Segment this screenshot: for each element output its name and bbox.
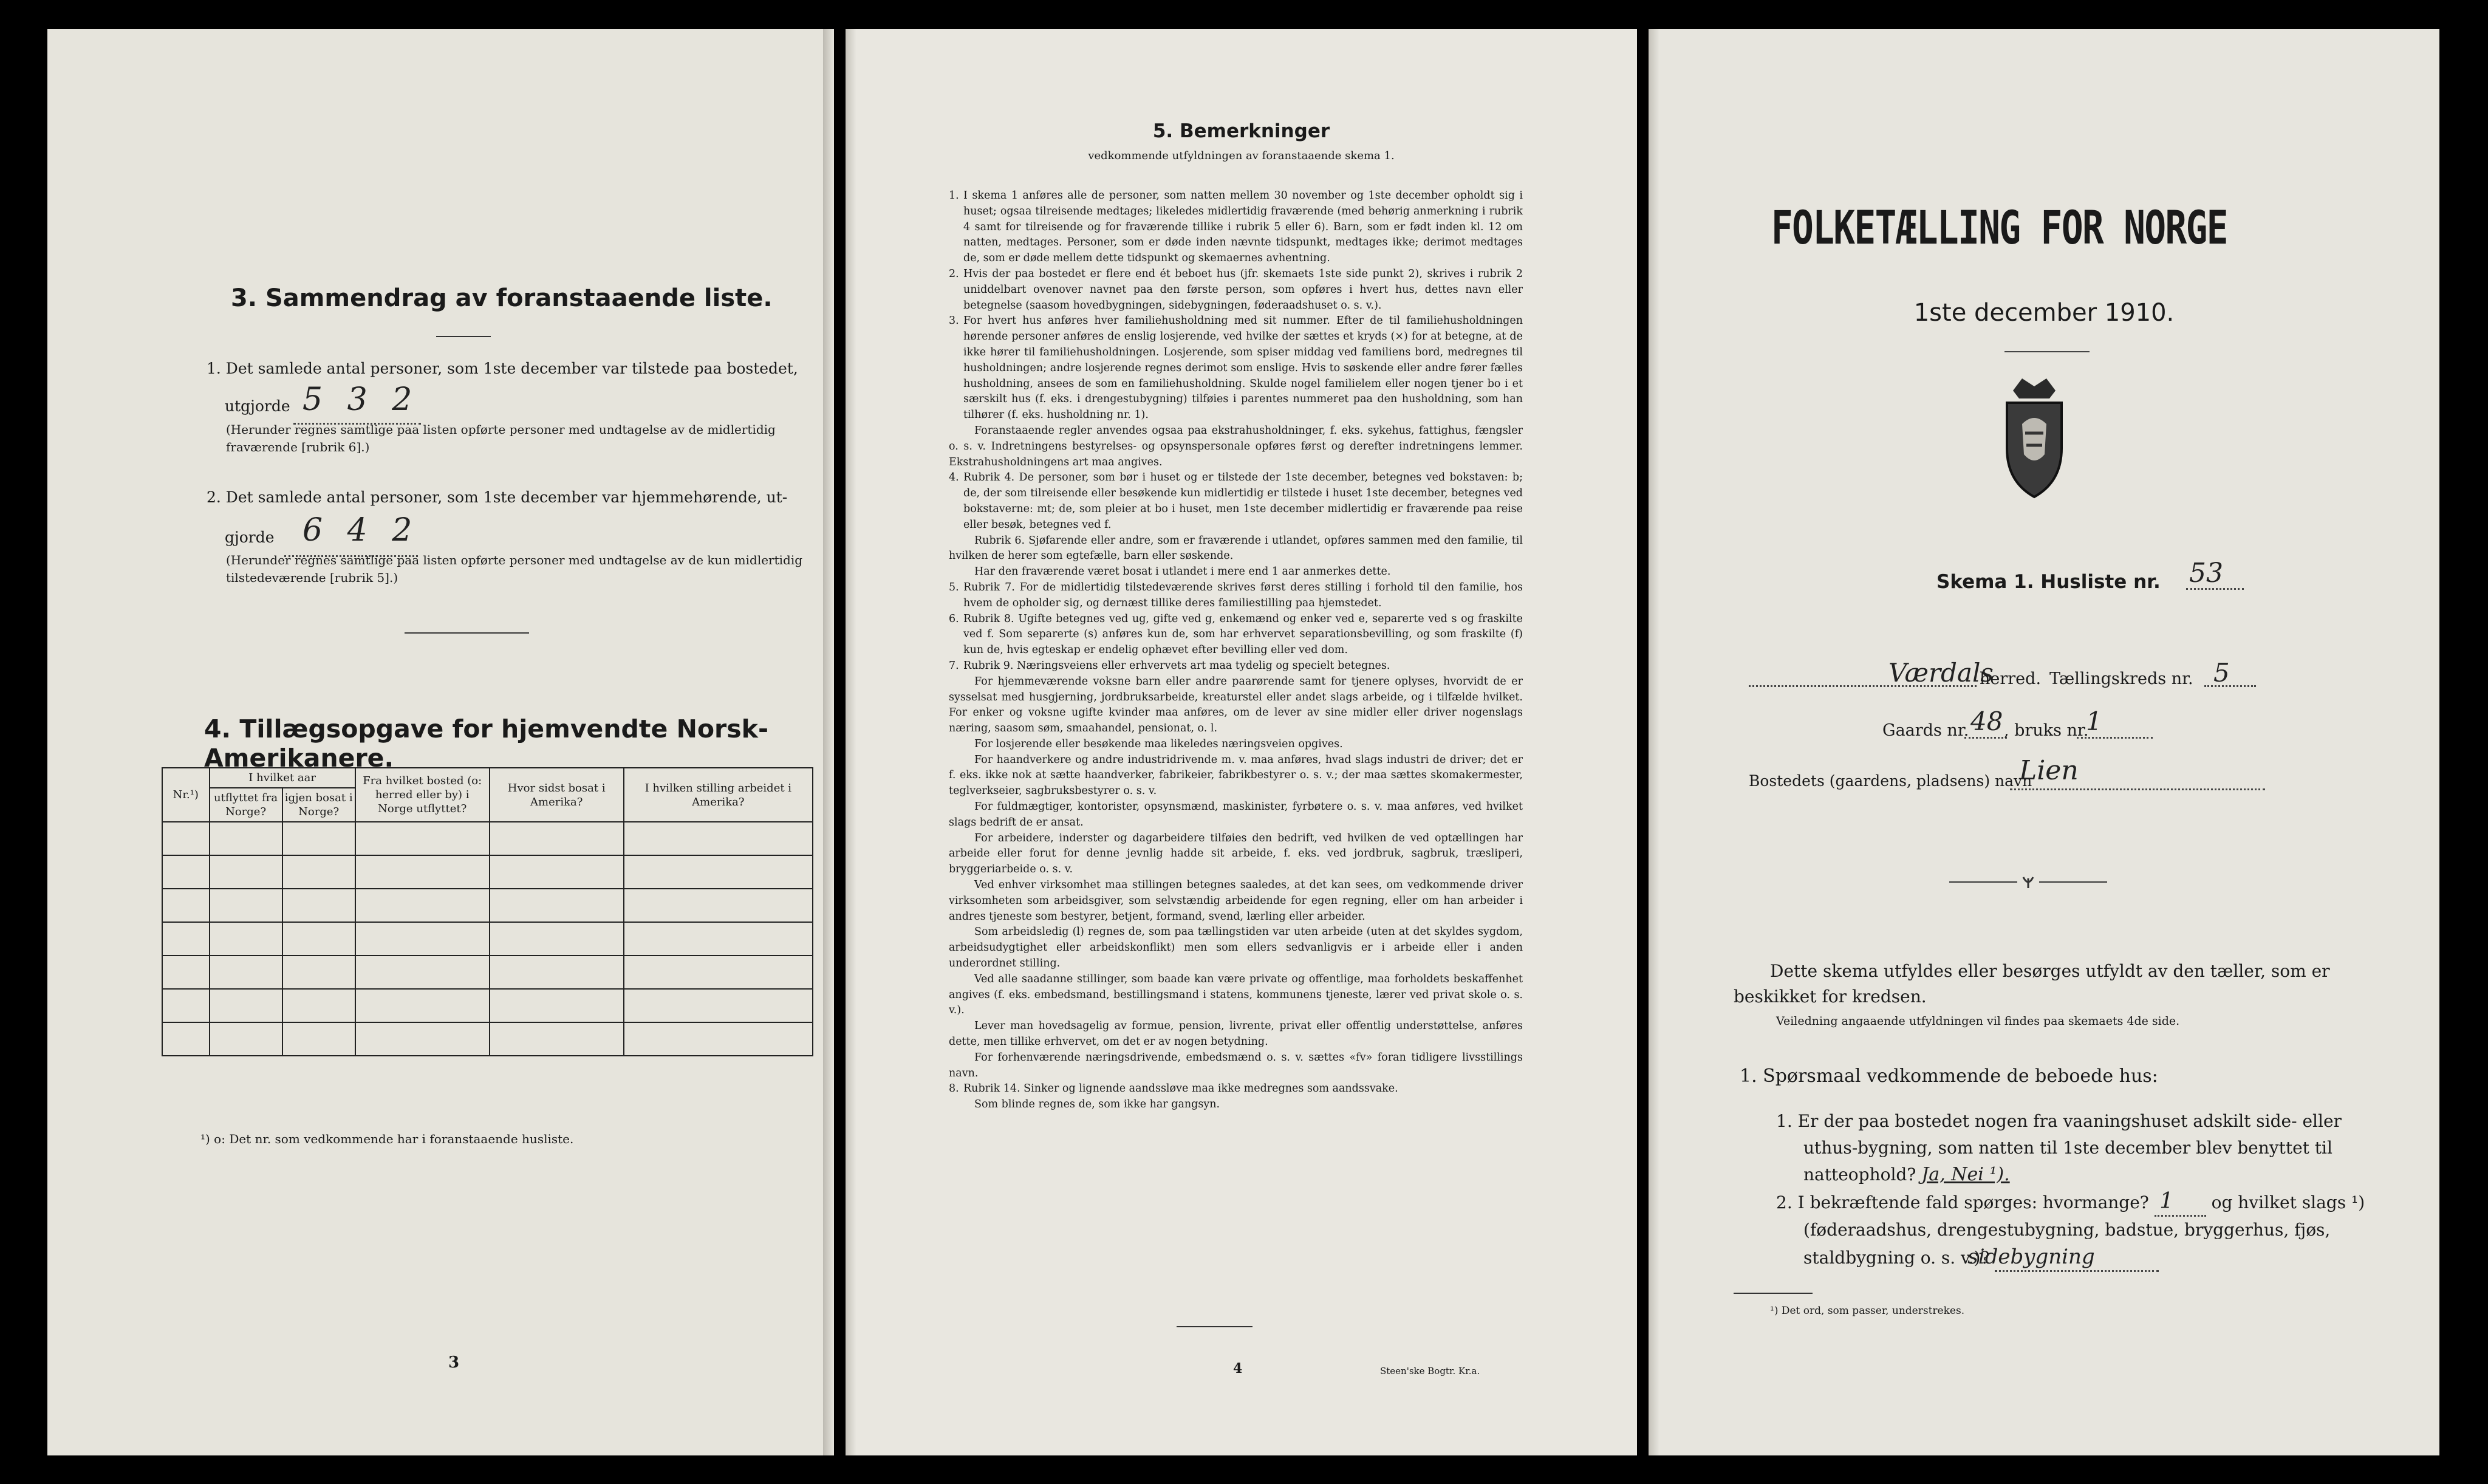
remark-item <box>949 674 1523 737</box>
remark-text: Rubrik 14. Sinker og lignende aandssløve maa ikke medregnes som aandssvake. <box>963 1082 1398 1095</box>
col-header-from-where: Fra hvilket bosted (o: herred eller by) i Norge utflyttet? <box>355 768 490 822</box>
questions-header: 1. Spørsmaal vedkommende de beboede hus: <box>1740 1065 2158 1087</box>
table-row <box>162 989 813 1022</box>
remark-text: I skema 1 anføres alle de personer, som natten mellem 30 november og 1ste december opholdt sig i huset; ogsaa tilreisende medtages; likeledes midlertidig fraværende (med behørig anmerkning i rubrik 4 samt for tilreisende og for fraværende tillike i rubrik 5 eller 6). Barn, som er født inden kl. 12 om natten, medtages. Personer, som er døde inden nævnte tidspunkt, medtages ikke; derimot medtages de, som er døde mellem dette tidspunkt og skemaernes avhentning. <box>963 190 1523 265</box>
table-row <box>162 855 813 889</box>
remark-number: 6. <box>949 612 959 625</box>
q2-value: 6 4 2 <box>302 512 420 549</box>
remark-item <box>949 470 1523 533</box>
remark-item <box>949 925 1523 971</box>
remark-text: Ved alle saadanne stillinger, som baade kan være private og offentlige, maa forholdets beskaffenhet angives (f. eks. embedsmand, bestillingsmand i statens, kommunens tjeneste, lærer ved privat skole o. s. v.). <box>949 973 1523 1017</box>
bruks-label: , bruks nr. <box>2004 721 2089 740</box>
remark-item <box>949 1097 1523 1113</box>
remark-item <box>949 564 1523 580</box>
remark-text: Som blinde regnes de, som ikke har gangsyn. <box>974 1098 1220 1111</box>
remarks-subtitle: vedkommende utfyldningen av foranstaaende skema 1. <box>1088 149 1395 162</box>
remark-number: 5. <box>949 581 959 593</box>
remark-item <box>949 533 1523 565</box>
bruks-answer-line <box>2077 737 2153 739</box>
q1-lead: utgjorde <box>225 397 290 415</box>
remark-item <box>949 737 1523 753</box>
page-number: 3 <box>448 1353 460 1372</box>
remark-text: For hjemmeværende voksne barn eller andre paarørende samt for tjenere oplyses, hvorvidt de er sysselsat med husgjerning, jordbruksarbeide, kreaturstel eller andet slags arbeide, og i tilfælde hvilket. For enker og voksne ugifte kvinder maa anføres, om de lever av sine midler eller driver nogenslags næring, saasom søm, smaahandel, pensionat, o. l. <box>949 675 1523 735</box>
remark-text: Rubrik 6. Sjøfarende eller andre, som er fraværende i utlandet, opføres sammen med den familie, til hvilken de herer som egtefælle, barn eller søskende. <box>949 534 1523 562</box>
bosted-answer-line <box>2010 788 2265 790</box>
remark-number: 3. <box>949 315 959 327</box>
remark-text: Ved enhver virksomhet maa stillingen betegnes saaledes, at det kan sees, om vedkommende driver virksomheten som arbeidsgiver, som selvstændig arbeidende for egen regning, eller om han arbeider i andres tjeneste som bestyrer, betjent, formand, svend, lærling eller arbeider. <box>949 879 1523 923</box>
remark-text: Har den fraværende været bosat i utlandet i mere end 1 aar anmerkes dette. <box>974 566 1391 578</box>
schema-label: Skema 1. Husliste nr. <box>1936 571 2161 593</box>
kreds-label: Tællingskreds nr. <box>2049 669 2193 688</box>
remark-item <box>949 799 1523 831</box>
q1-note: (Herunder regnes samtlige paa listen opførte personer med undtagelse av de midlertidig fraværende [rubrik 6].) <box>226 422 776 454</box>
remark-text: For losjerende eller besøkende maa likeledes næringsveien opgives. <box>974 737 1343 750</box>
table-footnote: ¹) o: Det nr. som vedkommende har i foranstaaende husliste. <box>200 1132 574 1146</box>
remark-text: For fuldmægtiger, kontorister, opsynsmænd, maskinister, fyrbøtere o. s. v. maa anføres, ved hvilket slags bedrift de er ansat. <box>949 801 1523 829</box>
remark-item <box>949 423 1523 470</box>
divider <box>2004 351 2090 352</box>
section-3-title: 3. Sammendrag av foranstaaende liste. <box>231 284 773 312</box>
page-right <box>1649 29 2439 1455</box>
remark-item <box>949 753 1523 799</box>
remark-item <box>949 658 1523 674</box>
remark-number: 7. <box>949 659 959 672</box>
bruks-value: 1 <box>2086 706 2102 736</box>
gaards-value: 48 <box>1970 706 2003 736</box>
herred-value: Værdals <box>1888 658 1994 688</box>
remark-item <box>949 1050 1523 1082</box>
intro-text: Dette skema utfyldes eller besørges utfyldt av den tæller, som er beskikket for kredsen. <box>1734 961 2330 1007</box>
table-row <box>162 889 813 922</box>
schema-value: 53 <box>2189 558 2223 589</box>
herred-label: herred. <box>1980 669 2042 688</box>
remark-text: Som arbeidsledig (l) regnes de, som paa tællingstiden var uten arbeide (uten at det skyldes sygdom, arbeidsudygtighet eller arbeidskonflikt) men som ellers sedvanligvis er i arbeide eller i anden underordnet stilling. <box>949 926 1523 970</box>
divider <box>1734 1293 1813 1294</box>
remarks-title: 5. Bemerkninger <box>1152 120 1330 142</box>
page-fold-shadow <box>1649 29 1659 1455</box>
census-date: 1ste december 1910. <box>1913 299 2175 327</box>
question-2-answer: sidebygning <box>1995 1243 2159 1272</box>
remark-number: 8. <box>949 1082 959 1095</box>
page-number: 4 <box>1233 1361 1243 1376</box>
remark-number: 1. <box>949 190 959 202</box>
remarks-list <box>949 188 1523 1355</box>
q2-text: 2. Det samlede antal personer, som 1ste december var hjemmehørende, ut- <box>207 488 788 506</box>
question-2 <box>1776 1188 2384 1272</box>
remark-item <box>949 972 1523 1019</box>
page-middle <box>846 29 1637 1455</box>
q1-text: 1. Det samlede antal personer, som 1ste december var tilstede paa bostedet, <box>207 360 798 377</box>
col-header-year-group: I hvilket aar <box>210 768 355 788</box>
remark-number: 4. <box>949 471 959 484</box>
remark-item <box>949 831 1523 878</box>
remark-item <box>949 313 1523 423</box>
bosted-label: Bostedets (gaardens, pladsens) navn <box>1749 772 2032 790</box>
remark-item <box>949 188 1523 267</box>
remark-text: Rubrik 7. For de midlertidig tilstedeværende skrives først deres stilling i forhold til den familie, hos hvem de opholder sig, og dernæst tillike deres familiestilling paa hjemstedet. <box>963 581 1523 609</box>
page-fold-shadow <box>846 29 856 1455</box>
remark-item <box>949 1081 1523 1097</box>
q2-note: (Herunder regnes samtlige paa listen opførte personer med undtagelse av de kun midlertidig tilstedeværende [rubrik 5].) <box>226 553 803 585</box>
q2-lead: gjorde <box>225 528 275 546</box>
question-2-kind-label: og hvilket slags ¹) <box>2211 1192 2365 1212</box>
gaards-answer-line <box>1964 737 2007 739</box>
remark-text: Hvis der paa bostedet er flere end ét beboet hus (jfr. skemaets 1ste side punkt 2), skrives i rubrik 2 uniddelbart ovenover navnet paa den første person, som opføres i hvert hus, dettes navn eller betegnelse (saasom hovedbygningen, sidebygningen, føderaadshuset o. s. v.). <box>963 267 1523 312</box>
question-2-lead: 2. I bekræftende fald spørges: hvormange? <box>1776 1192 2149 1212</box>
census-title: FOLKETÆLLING FOR NORGE <box>1771 200 2227 255</box>
remark-item <box>949 878 1523 925</box>
remark-text: Rubrik 4. De personer, som bør i huset og er tilstede der 1ste december, betegnes ved bokstaven: b; de, der som tilreisende eller besøkende kun midlertidig er tilstede i huset 1ste december, betegnes ved bokstaverne: mt; de, som pleier at bo i huset, men 1ste december midlertidig er fraværende paa reise eller besøk, betegnes ved f. <box>963 471 1523 531</box>
col-header-last-lived: Hvor sidst bosat i Amerika? <box>490 768 624 822</box>
kreds-value: 5 <box>2213 658 2230 688</box>
divider <box>436 336 491 337</box>
remark-number: 2. <box>949 267 959 280</box>
remark-item <box>949 267 1523 313</box>
remark-item <box>949 580 1523 612</box>
remark-text: For forhenværende næringsdrivende, embedsmænd o. s. v. sættes «fv» foran tidligere livsstillings navn. <box>949 1051 1523 1079</box>
question-1 <box>1776 1108 2384 1188</box>
guidance-text: Veiledning angaaende utfyldningen vil findes paa skemaets 4de side. <box>1776 1014 2180 1028</box>
question-2-count: 1 <box>2155 1188 2206 1217</box>
bosted-value: Lien <box>2019 755 2079 786</box>
divider <box>1177 1326 1253 1327</box>
page-footnote: ¹) Det ord, som passer, understrekes. <box>1770 1305 1965 1317</box>
gaards-label: Gaards nr. <box>1882 721 1969 740</box>
question-1-answer: Ja, Nei ¹). <box>1921 1164 2010 1185</box>
kreds-answer-line <box>2204 685 2256 687</box>
col-header-position: I hvilken stilling arbeidet i Amerika? <box>624 768 813 822</box>
printer-mark: Steen'ske Bogtr. Kr.a. <box>1380 1366 1480 1376</box>
table-row <box>162 1022 813 1056</box>
remark-text: Foranstaaende regler anvendes ogsaa paa ekstrahusholdninger, f. eks. sykehus, fattighus, fængsler o. s. v. Indretningens bestyrelses- og opsynspersonale opføres først og derefter indretningens lemmer. Ekstrahusholdningens art maa angives. <box>949 424 1523 468</box>
page-left <box>47 29 834 1455</box>
remark-text: Rubrik 9. Næringsveiens eller erhvervets art maa tydelig og specielt betegnes. <box>963 659 1390 672</box>
remark-text: For arbeidere, inderster og dagarbeidere tilføies den bedrift, ved hvilken de ved optællingen har arbeide eller forut for denne jevnlig hadde sit arbeide, f. eks. ved jordbruk, sagbruk, træsliperi, bryggeriarbeide o. s. v. <box>949 832 1523 876</box>
divider <box>405 632 529 634</box>
remark-item <box>949 1019 1523 1050</box>
returnee-table <box>162 767 813 1056</box>
q1-value: 5 3 2 <box>302 381 420 418</box>
table-row <box>162 822 813 855</box>
section-4-title: 4. Tillægsopgave for hjemvendte Norsk-Amerikanere. <box>204 714 768 773</box>
table-row <box>162 956 813 989</box>
coat-of-arms-icon <box>1989 375 2080 503</box>
remark-item <box>949 612 1523 658</box>
table-row <box>162 922 813 956</box>
question-1-text: 1. Er der paa bostedet nogen fra vaaningshuset adskilt side- eller uthus-bygning, som natten til 1ste december blev benyttet til natteophold? <box>1776 1111 2342 1185</box>
question-2-options: (føderaadshus, drengestubygning, badstue, bryggerhus, fjøs, staldbygning o. s. v.)? <box>1803 1220 2331 1268</box>
col-header-returned: igjen bosat i Norge? <box>282 788 355 822</box>
col-header-emigrated: utflyttet fra Norge? <box>210 788 282 822</box>
col-header-nr: Nr.¹) <box>162 768 210 822</box>
remark-text: For haandverkere og andre industridrivende m. v. maa anføres, hvad slags industri de driver; det er f. eks. ikke nok at sætte haandverker, fabrikeier, fabrikbestyrer o. s. v.; der maa sættes skomakermester, teglverkseier, sagbruksbestyrer o. s. v. <box>949 753 1523 798</box>
remark-text: Lever man hovedsagelig av formue, pension, livrente, privat eller offentlig understøttelse, anføres dette, men tillike erhvervet, om det er av nogen betydning. <box>949 1020 1523 1048</box>
remark-text: Rubrik 8. Ugifte betegnes ved ug, gifte ved g, enkemænd og enker ved e, separerte ved s og fraskilte ved f. Som separerte (s) anføres kun de, som har erhvervet separationsbevilling, og som fraskilte (f) kun de, hvis egteskap er endelig ophævet efter bevilling eller ved dom. <box>963 612 1523 657</box>
ornament-divider-icon <box>1949 875 2107 889</box>
remark-text: For hvert hus anføres hver familiehusholdning med sit nummer. Efter de til familiehusholdningen hørende personer anføres de enslig losjerende, ved hvilke der sættes et kryds (×) for at betegne, at de ikke hører til familiehusholdningen. Losjerende, som spiser middag ved familiens bord, medregnes til husholdningen; andre losjerende regnes derimot som enslige. Hvis to søskende eller andre fører fælles husholdning, ansees de som en familiehusholdning. Skulde nogel familielem eller nogen tjener bo i et særskilt hus (f. eks. i drengestubygning) tilføies i parentes nummeret paa den husholdning, som han tilhører (f. eks. husholdning nr. 1). <box>963 315 1523 422</box>
